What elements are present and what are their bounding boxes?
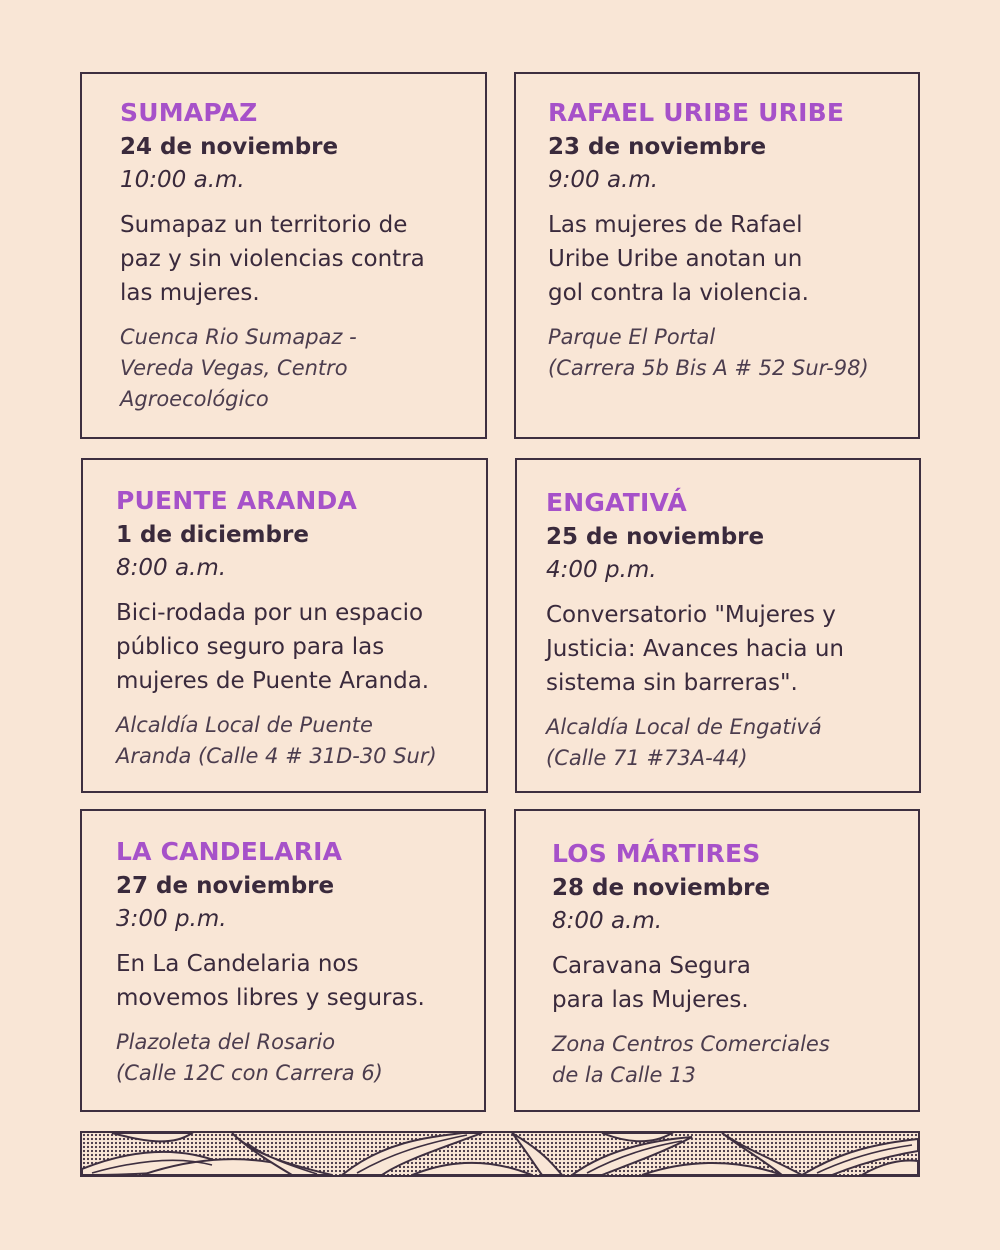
event-card-puente-aranda — [81, 458, 488, 793]
description-line: Bici-rodada por un espacio — [116, 600, 424, 626]
event-time: 3:00 p.m. — [116, 906, 227, 932]
description-line: paz y sin violencias contra — [120, 246, 425, 272]
event-description — [116, 947, 425, 1015]
description-line: sistema sin barreras". — [546, 670, 798, 696]
event-title: RAFAEL URIBE URIBE — [548, 98, 845, 127]
event-location — [546, 712, 844, 774]
event-card-engativa — [515, 458, 921, 793]
location-line: Plazoleta del Rosario — [116, 1030, 336, 1054]
event-date: 28 de noviembre — [552, 875, 771, 901]
event-description — [546, 598, 844, 700]
event-card-los-martires — [514, 809, 920, 1112]
event-date: 27 de noviembre — [116, 873, 335, 899]
event-card-la-candelaria — [80, 809, 486, 1112]
event-description — [552, 949, 830, 1017]
description-line: mujeres de Puente Aranda. — [116, 668, 430, 694]
description-line: público seguro para las — [116, 634, 385, 660]
event-location — [116, 710, 437, 772]
event-title: SUMAPAZ — [120, 98, 258, 127]
event-time: 10:00 a.m. — [120, 167, 245, 193]
location-line: Alcaldía Local de Puente — [116, 713, 373, 737]
event-description — [116, 596, 437, 698]
description-line: Conversatorio "Mujeres y — [546, 602, 836, 628]
location-line: Vereda Vegas, Centro — [120, 356, 348, 380]
description-line: En La Candelaria nos — [116, 951, 359, 977]
event-card-sumapaz — [80, 72, 487, 439]
event-date: 23 de noviembre — [548, 134, 767, 160]
leaf-pattern-icon — [82, 1133, 918, 1175]
location-line: Cuenca Rio Sumapaz - — [120, 325, 357, 349]
description-line: Las mujeres de Rafael — [548, 212, 803, 238]
location-line: Agroecológico — [120, 387, 269, 411]
leaf-pattern-banner — [80, 1131, 920, 1177]
event-title: LOS MÁRTIRES — [552, 839, 761, 868]
description-line: gol contra la violencia. — [548, 280, 809, 306]
event-title: PUENTE ARANDA — [116, 486, 358, 515]
event-date: 1 de diciembre — [116, 522, 309, 548]
event-location — [116, 1027, 425, 1089]
location-line: (Calle 12C con Carrera 6) — [116, 1061, 383, 1085]
event-location — [548, 322, 869, 384]
location-line: (Calle 71 #73A-44) — [546, 746, 748, 770]
location-line: (Carrera 5b Bis A # 52 Sur-98) — [548, 356, 869, 380]
event-card-rafael-uribe-uribe — [514, 72, 920, 439]
location-line: Zona Centros Comerciales — [552, 1032, 830, 1056]
event-description — [120, 208, 425, 310]
description-line: movemos libres y seguras. — [116, 985, 425, 1011]
event-location — [552, 1029, 830, 1091]
event-title: LA CANDELARIA — [116, 837, 343, 866]
description-line: Justicia: Avances hacia un — [546, 636, 844, 662]
description-line: Uribe Uribe anotan un — [548, 246, 803, 272]
location-line: de la Calle 13 — [552, 1063, 696, 1087]
event-title: ENGATIVÁ — [546, 488, 687, 517]
event-time: 8:00 a.m. — [552, 908, 663, 934]
location-line: Parque El Portal — [548, 325, 716, 349]
location-line: Alcaldía Local de Engativá — [546, 715, 822, 739]
description-line: para las Mujeres. — [552, 987, 749, 1013]
event-date: 25 de noviembre — [546, 524, 765, 550]
location-line: Aranda (Calle 4 # 31D-30 Sur) — [116, 744, 437, 768]
event-time: 4:00 p.m. — [546, 557, 657, 583]
event-date: 24 de noviembre — [120, 134, 339, 160]
event-location — [120, 322, 425, 415]
description-line: las mujeres. — [120, 280, 260, 306]
event-time: 8:00 a.m. — [116, 555, 227, 581]
description-line: Caravana Segura — [552, 953, 751, 979]
description-line: Sumapaz un territorio de — [120, 212, 408, 238]
event-time: 9:00 a.m. — [548, 167, 659, 193]
event-description — [548, 208, 869, 310]
